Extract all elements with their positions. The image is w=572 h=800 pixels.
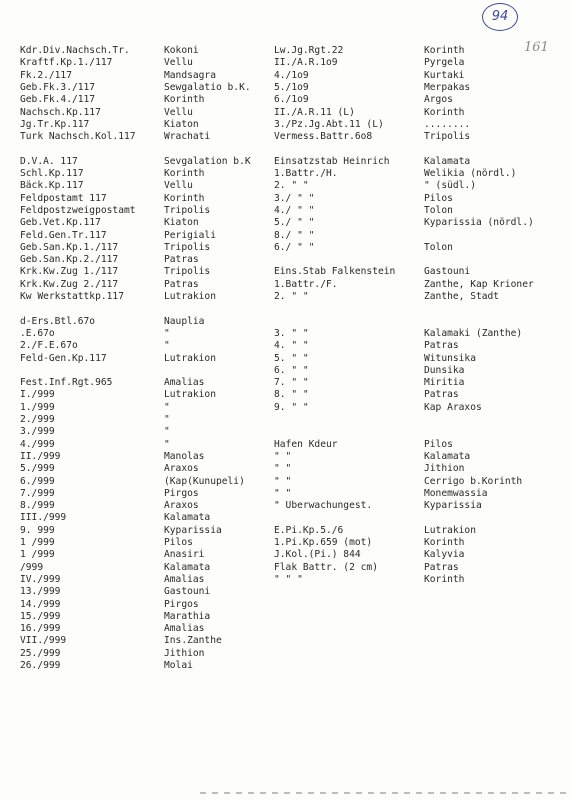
- left-unit-cell: Geb.San.Kp.1./117: [20, 241, 119, 253]
- table-row: [0, 205, 572, 217]
- pencil-annotation: 161: [524, 40, 549, 55]
- table-row: [0, 549, 572, 561]
- left-unit-cell: Nachsch.Kp.117: [20, 106, 101, 118]
- left-location-cell: Vellu: [164, 57, 193, 69]
- right-location-cell: Jithion: [424, 463, 465, 475]
- left-location-cell: (Kap(Kunupeli): [164, 475, 245, 487]
- left-location-cell: Nauplia: [164, 315, 205, 327]
- right-unit-cell: 5./ " ": [274, 217, 315, 229]
- table-row: [0, 279, 572, 291]
- left-unit-cell: Geb.Fk.3./117: [20, 81, 96, 93]
- right-location-cell: Zanthe, Stadt: [424, 291, 500, 302]
- left-unit-cell: Fk.2./117: [20, 69, 72, 81]
- table-row: [0, 57, 572, 69]
- right-unit-cell: 3./Pz.Jg.Abt.11 (L): [274, 118, 384, 130]
- left-location-cell: Korinth: [164, 168, 205, 179]
- table-row: [0, 82, 572, 94]
- right-location-cell: Tolon: [424, 241, 453, 253]
- right-location-cell: Patras: [424, 340, 459, 352]
- table-row: [0, 94, 572, 106]
- left-location-cell: Amalias: [164, 623, 205, 635]
- left-unit-cell: Kdr.Div.Nachsch.Tr.: [20, 45, 130, 56]
- table-row: [0, 451, 572, 463]
- left-location-cell: ": [164, 401, 170, 413]
- table-row: [0, 119, 572, 131]
- left-unit-cell: Geb.Fk.4./117: [20, 94, 96, 106]
- left-location-cell: Tripolis: [164, 204, 211, 216]
- right-unit-cell: II./A.R.11 (L): [274, 106, 355, 118]
- left-location-cell: Tripolis: [164, 266, 211, 278]
- table-row: [0, 586, 572, 598]
- right-location-cell: Kalamaki (Zanthe): [424, 327, 523, 339]
- left-location-cell: Kalamata: [164, 512, 211, 524]
- left-location-cell: ": [164, 438, 170, 450]
- left-location-cell: Amalias: [164, 377, 205, 389]
- right-location-cell: Kyparissia (nördl.): [424, 217, 534, 229]
- left-unit-cell: Krk.Kw.Zug 2./117: [20, 278, 119, 290]
- table-row: [0, 402, 572, 414]
- left-unit-cell: Feldpostamt 117: [20, 192, 107, 204]
- left-location-cell: Araxos: [164, 500, 199, 512]
- left-location-cell: Kokoni: [164, 45, 199, 56]
- table-row: [0, 512, 572, 524]
- right-unit-cell: 3. " ": [274, 327, 309, 339]
- table-row: [0, 623, 572, 635]
- right-unit-cell: 1.Battr./F.: [274, 278, 338, 290]
- right-unit-cell: 8. " ": [274, 389, 309, 401]
- left-location-cell: Marathia: [164, 610, 211, 622]
- table-row: [0, 599, 572, 611]
- right-location-cell: Kyparissia: [424, 500, 482, 512]
- left-unit-cell: I./999: [20, 389, 55, 401]
- right-location-cell: Korinth: [424, 45, 465, 56]
- left-location-cell: Kiaton: [164, 118, 199, 130]
- left-unit-cell: Turk Nachsch.Kol.117: [20, 131, 136, 143]
- right-unit-cell: Einsatzstab Heinrich: [274, 155, 390, 167]
- right-location-cell: Witunsika: [424, 352, 476, 364]
- right-location-cell: Tolon: [424, 204, 453, 216]
- right-location-cell: Korinth: [424, 573, 465, 585]
- left-unit-cell: Kraftf.Kp.1./117: [20, 57, 113, 69]
- left-location-cell: Mandsagra: [164, 69, 216, 81]
- left-location-cell: Pirgos: [164, 487, 199, 499]
- right-unit-cell: Vermess.Battr.6o8: [274, 131, 373, 143]
- table-row: [0, 266, 572, 278]
- left-unit-cell: 14./999: [20, 598, 61, 610]
- right-location-cell: Merpakas: [424, 81, 471, 93]
- right-location-cell: Cerrigo b.Korinth: [424, 475, 523, 487]
- table-row: [0, 254, 572, 266]
- right-unit-cell: Lw.Jg.Rgt.22: [274, 45, 344, 56]
- right-unit-cell: " ": [274, 463, 292, 475]
- right-unit-cell: Flak Battr. (2 cm): [274, 561, 378, 573]
- scan-edge-marks: [200, 792, 570, 794]
- left-unit-cell: 4./999: [20, 438, 55, 450]
- left-unit-cell: II./999: [20, 450, 61, 462]
- left-unit-cell: Feld.Gen.Tr.117: [20, 229, 107, 241]
- left-unit-cell: d-Ers.Btl.67o: [20, 315, 96, 327]
- right-unit-cell: 4./1o9: [274, 69, 309, 81]
- right-unit-cell: " Überwachungest.: [274, 500, 373, 512]
- table-row: [0, 303, 572, 315]
- table-row: [0, 500, 572, 512]
- left-unit-cell: Kw Werkstattkp.117: [20, 291, 124, 302]
- left-location-cell: Kyparissia: [164, 524, 222, 536]
- right-location-cell: Pilos: [424, 438, 453, 450]
- left-location-cell: Wrachati: [164, 131, 211, 143]
- right-unit-cell: Hafen Kdeur: [274, 438, 338, 450]
- right-location-cell: Miritia: [424, 377, 465, 389]
- table-row: [0, 414, 572, 426]
- left-unit-cell: Bäck.Kp.117: [20, 180, 84, 192]
- left-unit-cell: 7./999: [20, 487, 55, 499]
- right-unit-cell: E.Pi.Kp.5./6: [274, 524, 344, 536]
- right-location-cell: Argos: [424, 94, 453, 106]
- right-unit-cell: II./A.R.1o9: [274, 57, 338, 69]
- left-location-cell: Lutrakion: [164, 352, 216, 364]
- left-location-cell: Patras: [164, 278, 199, 290]
- right-unit-cell: 5. " ": [274, 352, 309, 364]
- left-location-cell: Korinth: [164, 192, 205, 204]
- right-location-cell: Korinth: [424, 537, 465, 548]
- left-unit-cell: .E.67o: [20, 327, 55, 339]
- right-unit-cell: " ": [274, 487, 292, 499]
- table-row: [0, 193, 572, 205]
- right-location-cell: Patras: [424, 561, 459, 573]
- table-row: [0, 353, 572, 365]
- table-row: [0, 562, 572, 574]
- left-unit-cell: 1./999: [20, 401, 55, 413]
- table-row: [0, 328, 572, 340]
- left-location-cell: Pilos: [164, 537, 193, 548]
- left-location-cell: ": [164, 426, 170, 438]
- left-unit-cell: Feld-Gen.Kp.117: [20, 352, 107, 364]
- page-number-stamp: 94: [482, 3, 518, 31]
- left-unit-cell: 8./999: [20, 500, 55, 512]
- right-unit-cell: 6. " ": [274, 364, 309, 376]
- right-location-cell: Tripolis: [424, 131, 471, 143]
- table-row: [0, 426, 572, 438]
- left-location-cell: Vellu: [164, 106, 193, 118]
- table-row: [0, 143, 572, 155]
- left-unit-cell: 1 /999: [20, 537, 55, 548]
- left-location-cell: Molai: [164, 660, 193, 671]
- left-location-cell: Manolas: [164, 450, 205, 462]
- left-location-cell: Araxos: [164, 463, 199, 475]
- left-location-cell: Pirgos: [164, 598, 199, 610]
- left-unit-cell: 15./999: [20, 610, 61, 622]
- right-location-cell: Korinth: [424, 106, 465, 118]
- right-unit-cell: 7. " ": [274, 377, 309, 389]
- right-location-cell: Gastouni: [424, 266, 471, 278]
- table-row: [0, 242, 572, 254]
- left-unit-cell: Feldpostzweigpostamt: [20, 204, 136, 216]
- right-location-cell: Kalamata: [424, 155, 471, 167]
- left-unit-cell: 25./999: [20, 647, 61, 659]
- table-row: [0, 648, 572, 660]
- left-unit-cell: Jg.Tr.Kp.117: [20, 118, 90, 130]
- right-location-cell: ........: [424, 118, 471, 130]
- left-unit-cell: 3./999: [20, 426, 55, 438]
- right-unit-cell: " ": [274, 475, 292, 487]
- right-location-cell: " (südl.): [424, 180, 476, 192]
- left-location-cell: Patras: [164, 254, 199, 266]
- left-unit-cell: D.V.A. 117: [20, 155, 78, 167]
- right-location-cell: Pyrgela: [424, 57, 465, 69]
- table-row: [0, 377, 572, 389]
- left-location-cell: Korinth: [164, 94, 205, 106]
- left-location-cell: Sevgalation b.K: [164, 155, 251, 167]
- left-unit-cell: Geb.Vet.Kp.117: [20, 217, 101, 229]
- table-row: [0, 131, 572, 143]
- left-unit-cell: 2./F.E.67o: [20, 340, 78, 352]
- table-row: [0, 168, 572, 180]
- left-unit-cell: 16./999: [20, 623, 61, 635]
- left-location-cell: Anasiri: [164, 549, 205, 561]
- right-unit-cell: J.Kol.(Pi.) 844: [274, 549, 361, 561]
- right-location-cell: Kalyvia: [424, 549, 465, 561]
- right-unit-cell: 1.Pi.Kp.659 (mot): [274, 537, 373, 548]
- left-location-cell: Lutrakion: [164, 291, 216, 302]
- table-row: [0, 439, 572, 451]
- right-unit-cell: 8./ " ": [274, 229, 315, 241]
- left-unit-cell: 13./999: [20, 586, 61, 598]
- right-location-cell: Welikia (nördl.): [424, 168, 517, 179]
- right-unit-cell: Eins.Stab Falkenstein: [274, 266, 396, 278]
- left-location-cell: ": [164, 414, 170, 425]
- table-row: [0, 365, 572, 377]
- left-unit-cell: Schl.Kp.117: [20, 168, 84, 179]
- left-unit-cell: Geb.San.Kp.2./117: [20, 254, 119, 266]
- table-row: [0, 45, 572, 57]
- left-unit-cell: 2./999: [20, 414, 55, 425]
- left-location-cell: Vellu: [164, 180, 193, 192]
- table-row: [0, 635, 572, 647]
- table-row: [0, 611, 572, 623]
- left-unit-cell: 6./999: [20, 475, 55, 487]
- table-row: [0, 180, 572, 192]
- table-row: [0, 217, 572, 229]
- right-location-cell: Dunsika: [424, 364, 465, 376]
- right-unit-cell: 2. " ": [274, 180, 309, 192]
- right-unit-cell: 9. " ": [274, 401, 309, 413]
- right-unit-cell: 4./ " ": [274, 204, 315, 216]
- right-location-cell: Kap Araxos: [424, 401, 482, 413]
- left-unit-cell: 1 /999: [20, 549, 55, 561]
- right-location-cell: Kurtaki: [424, 69, 465, 81]
- table-row: [0, 389, 572, 401]
- right-location-cell: Lutrakion: [424, 524, 476, 536]
- left-location-cell: Kalamata: [164, 561, 211, 573]
- left-location-cell: Ins.Zanthe: [164, 635, 222, 647]
- table-row: [0, 660, 572, 672]
- right-location-cell: Zanthe, Kap Krioner: [424, 278, 534, 290]
- right-location-cell: Monemwassia: [424, 487, 488, 499]
- table-row: [0, 476, 572, 488]
- table-row: [0, 340, 572, 352]
- left-unit-cell: VII./999: [20, 635, 67, 647]
- right-unit-cell: 1.Battr./H.: [274, 168, 338, 179]
- left-location-cell: Kiaton: [164, 217, 199, 229]
- left-unit-cell: Fest.Inf.Rgt.965: [20, 377, 113, 389]
- table-row: [0, 488, 572, 500]
- left-unit-cell: 5./999: [20, 463, 55, 475]
- table-row: [0, 107, 572, 119]
- right-location-cell: Patras: [424, 389, 459, 401]
- table-row: [0, 316, 572, 328]
- right-location-cell: Kalamata: [424, 450, 471, 462]
- right-unit-cell: " " ": [274, 573, 303, 585]
- right-unit-cell: 5./1o9: [274, 81, 309, 93]
- left-location-cell: Jithion: [164, 647, 205, 659]
- left-location-cell: ": [164, 340, 170, 352]
- right-unit-cell: " ": [274, 450, 292, 462]
- table-row: [0, 463, 572, 475]
- right-location-cell: Pilos: [424, 192, 453, 204]
- table-row: [0, 574, 572, 586]
- right-unit-cell: 4. " ": [274, 340, 309, 352]
- left-unit-cell: Krk.Kw.Zug 1./117: [20, 266, 119, 278]
- left-location-cell: Lutrakion: [164, 389, 216, 401]
- table-row: [0, 230, 572, 242]
- left-location-cell: Perigiali: [164, 229, 216, 241]
- left-location-cell: Tripolis: [164, 241, 211, 253]
- left-location-cell: Gastouni: [164, 586, 211, 598]
- left-location-cell: Amalias: [164, 573, 205, 585]
- right-unit-cell: 2. " ": [274, 291, 309, 302]
- table-row: [0, 537, 572, 549]
- left-unit-cell: III./999: [20, 512, 67, 524]
- left-unit-cell: /999: [20, 561, 44, 573]
- left-location-cell: ": [164, 327, 170, 339]
- left-unit-cell: 9. 999: [20, 524, 55, 536]
- table-row: [0, 525, 572, 537]
- right-unit-cell: 6./1o9: [274, 94, 309, 106]
- left-location-cell: Sewgalatio b.K.: [164, 81, 251, 93]
- right-unit-cell: 6./ " ": [274, 241, 315, 253]
- table-row: [0, 156, 572, 168]
- left-unit-cell: IV./999: [20, 573, 61, 585]
- left-unit-cell: 26./999: [20, 660, 61, 671]
- table-row: [0, 70, 572, 82]
- table-row: [0, 291, 572, 303]
- right-unit-cell: 3./ " ": [274, 192, 315, 204]
